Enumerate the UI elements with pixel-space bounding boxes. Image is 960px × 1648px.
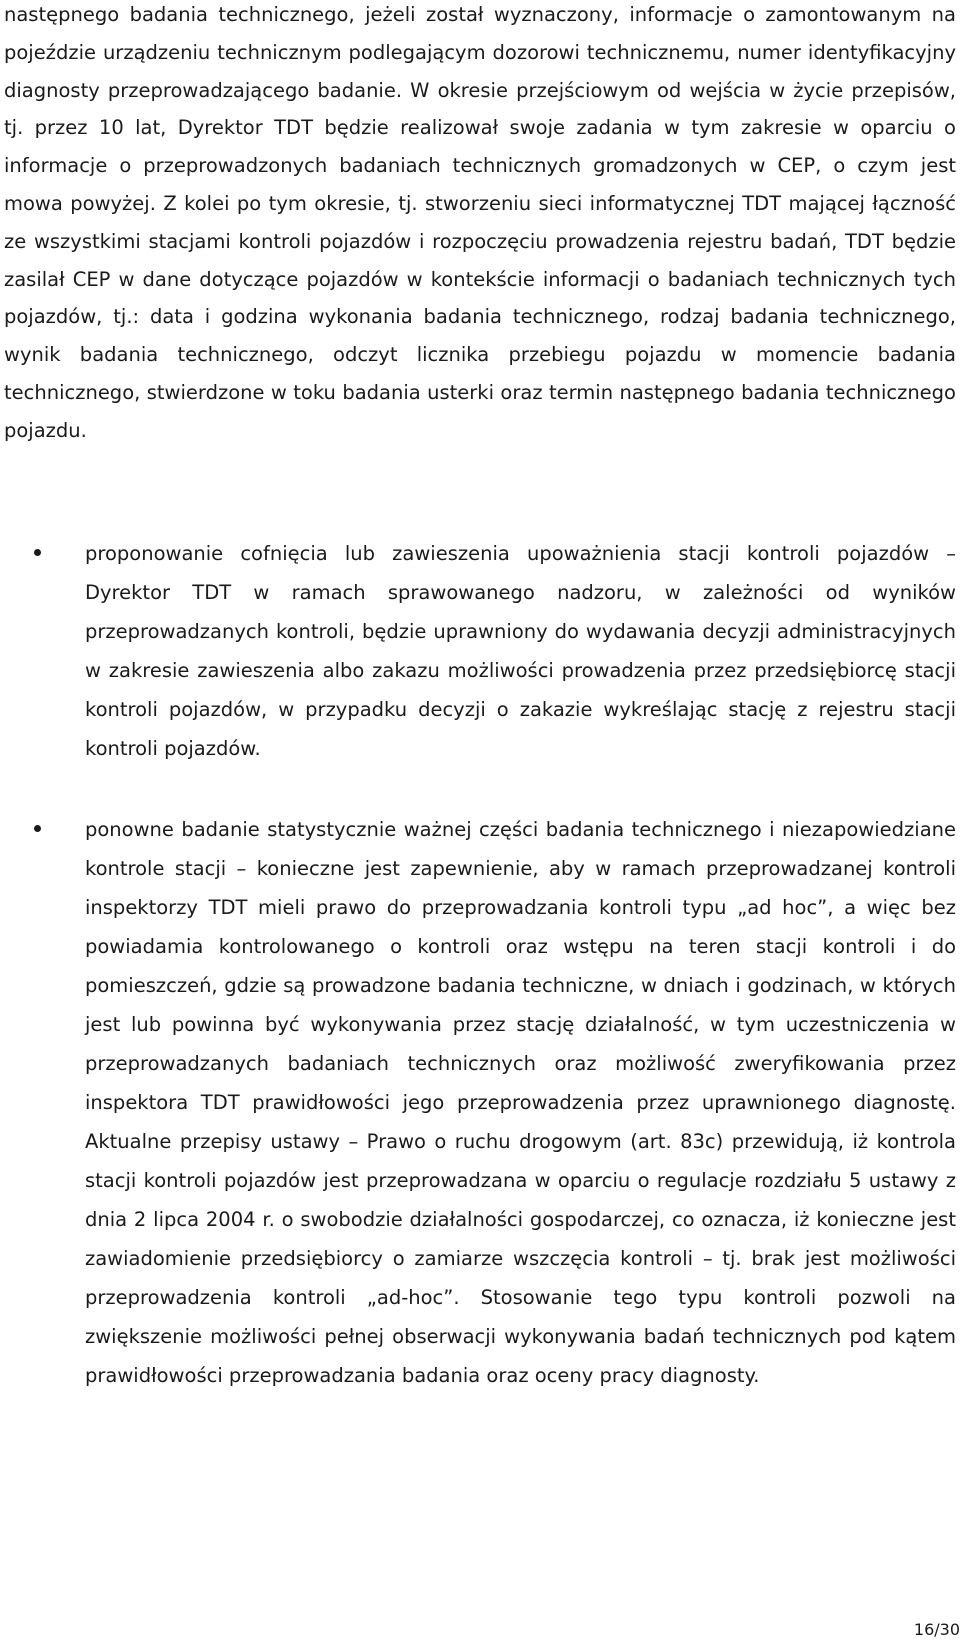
- intro-paragraph: następnego badania technicznego, jeżeli został wyznaczony, informacje o zamontowanym na pojeździe urządzeniu technicznym podlegającym dozorowi technicznemu, numer identyfikacyjny diagnosty przeprowadzającego badanie. W okresie przejściowym od wejścia w życie przepisów, tj. przez 10 lat, Dyrektor TDT będzie realizował swoje zadania w tym zakresie w oparciu o informacje o przeprowadzonych badaniach technicznych gromadzonych w CEP, o czym jest mowa powyżej. Z kolei po tym okresie, tj. stworzeniu sieci informatycznej TDT mającej łączność ze wszystkimi stacjami kontroli pojazdów i rozpoczęciu prowadzenia rejestru badań, TDT będzie zasilał CEP w dane dotyczące pojazdów w kontekście informacji o badaniach technicznych tych pojazdów, tj.: data i godzina wykonania badania technicznego, rodzaj badania technicznego, wynik badania technicznego, odczyt licznika przebiegu pojazdu w momencie badania technicznego, stwierdzone w toku badania usterki oraz termin następnego badania technicznego pojazdu.: [4, 3, 956, 442]
- bullet-text: ponowne badanie statystycznie ważnej części badania technicznego i niezapowiedziane kontrole stacji – konieczne jest zapewnienie, aby w ramach przeprowadzanej kontroli inspektorzy TDT mieli prawo do przeprowadzania kontroli typu „ad hoc”, a więc bez powiadamia kontrolowanego o kontroli oraz wstępu na teren stacji kontroli i do pomieszczeń, gdzie są prowadzone badania techniczne, w dniach i godzinach, w których jest lub powinna być wykonywania przez stację działalność, w tym uczestniczenia w przeprowadzanych badaniach technicznych oraz możliwość zweryfikowania przez inspektora TDT prawidłowości jego przeprowadzenia przez uprawnionego diagnostę. Aktualne przepisy ustawy – Prawo o ruchu drogowym (art. 83c) przewidują, iż kontrola stacji kontroli pojazdów jest przeprowadzana w oparciu o regulacje rozdziału 5 ustawy z dnia 2 lipca 2004 r. o swobodzie działalności gospodarczej, co oznacza, iż konieczne jest zawiadomienie przedsiębiorcy o zamiarze wszczęcia kontroli – tj. brak jest możliwości przeprowadzenia kontroli „ad-hoc”. Stosowanie tego typu kontroli pozwoli na zwiększenie możliwości pełnej obserwacji wykonywania badań technicznych pod kątem prawidłowości przeprowadzania badania oraz oceny pracy diagnosty.: [85, 818, 956, 1387]
- bullet-point-icon: [34, 825, 41, 832]
- bullet-point-icon: [34, 549, 41, 556]
- bullet-text: proponowanie cofnięcia lub zawieszenia upoważnienia stacji kontroli pojazdów – Dyrektor TDT w ramach sprawowanego nadzoru, w zależności od wyników przeprowadzanych kontroli, będzie uprawniony do wydawania decyzji administracyjnych w zakresie zawieszenia albo zakazu możliwości prowadzenia przez przedsiębiorcę stacji kontroli pojazdów, w przypadku decyzji o zakazie wykreślając stację z rejestru stacji kontroli pojazdów.: [85, 542, 956, 760]
- page-number: 16/30: [913, 1620, 960, 1639]
